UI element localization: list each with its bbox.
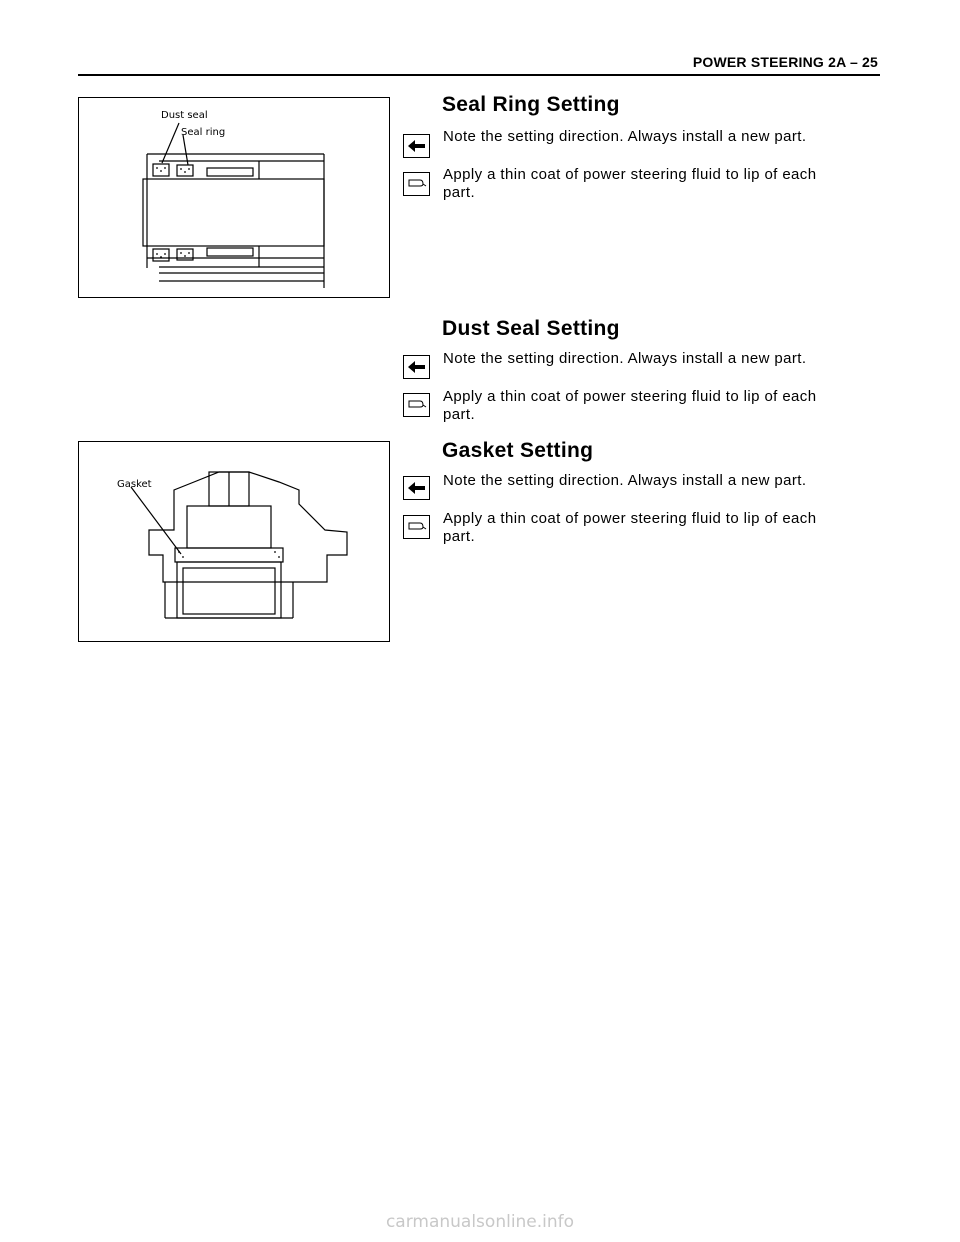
gasket-figure (78, 441, 390, 642)
arrow-left-icon (403, 355, 430, 379)
dust-seal-fluid-note: Apply a thin coat of power steering fluid to lip of each part. (443, 388, 817, 423)
gasket-fluid-note: Apply a thin coat of power steering fluid to lip of each part. (443, 510, 817, 545)
seal-ring-figure (78, 97, 390, 298)
seal-ring-diagram (79, 98, 389, 297)
seal-ring-fluid-note: Apply a thin coat of power steering fluid to lip of each part. (443, 166, 817, 201)
oil-can-icon (403, 393, 430, 417)
dust-seal-setting-heading: Dust Seal Setting (442, 317, 620, 340)
arrow-left-icon (403, 476, 430, 500)
gasket-direction-note: Note the setting direction. Always install a new part. (443, 472, 807, 489)
arrow-left-icon (403, 134, 430, 158)
gasket-setting-heading: Gasket Setting (442, 439, 594, 462)
gasket-diagram (79, 442, 389, 641)
gasket-label: Gasket (117, 479, 152, 490)
oil-can-icon (403, 172, 430, 196)
page-header (78, 54, 880, 76)
oil-can-icon (403, 515, 430, 539)
seal-ring-direction-note: Note the setting direction. Always install a new part. (443, 128, 807, 145)
seal-ring-label: Seal ring (181, 127, 226, 138)
header-title: POWER STEERING 2A – 25 (692, 54, 878, 70)
footer-watermark: carmanualsonline.info (385, 1212, 575, 1232)
dust-seal-direction-note: Note the setting direction. Always install a new part. (443, 350, 807, 367)
seal-ring-setting-heading: Seal Ring Setting (442, 93, 620, 116)
dust-seal-label: Dust seal (161, 110, 208, 121)
